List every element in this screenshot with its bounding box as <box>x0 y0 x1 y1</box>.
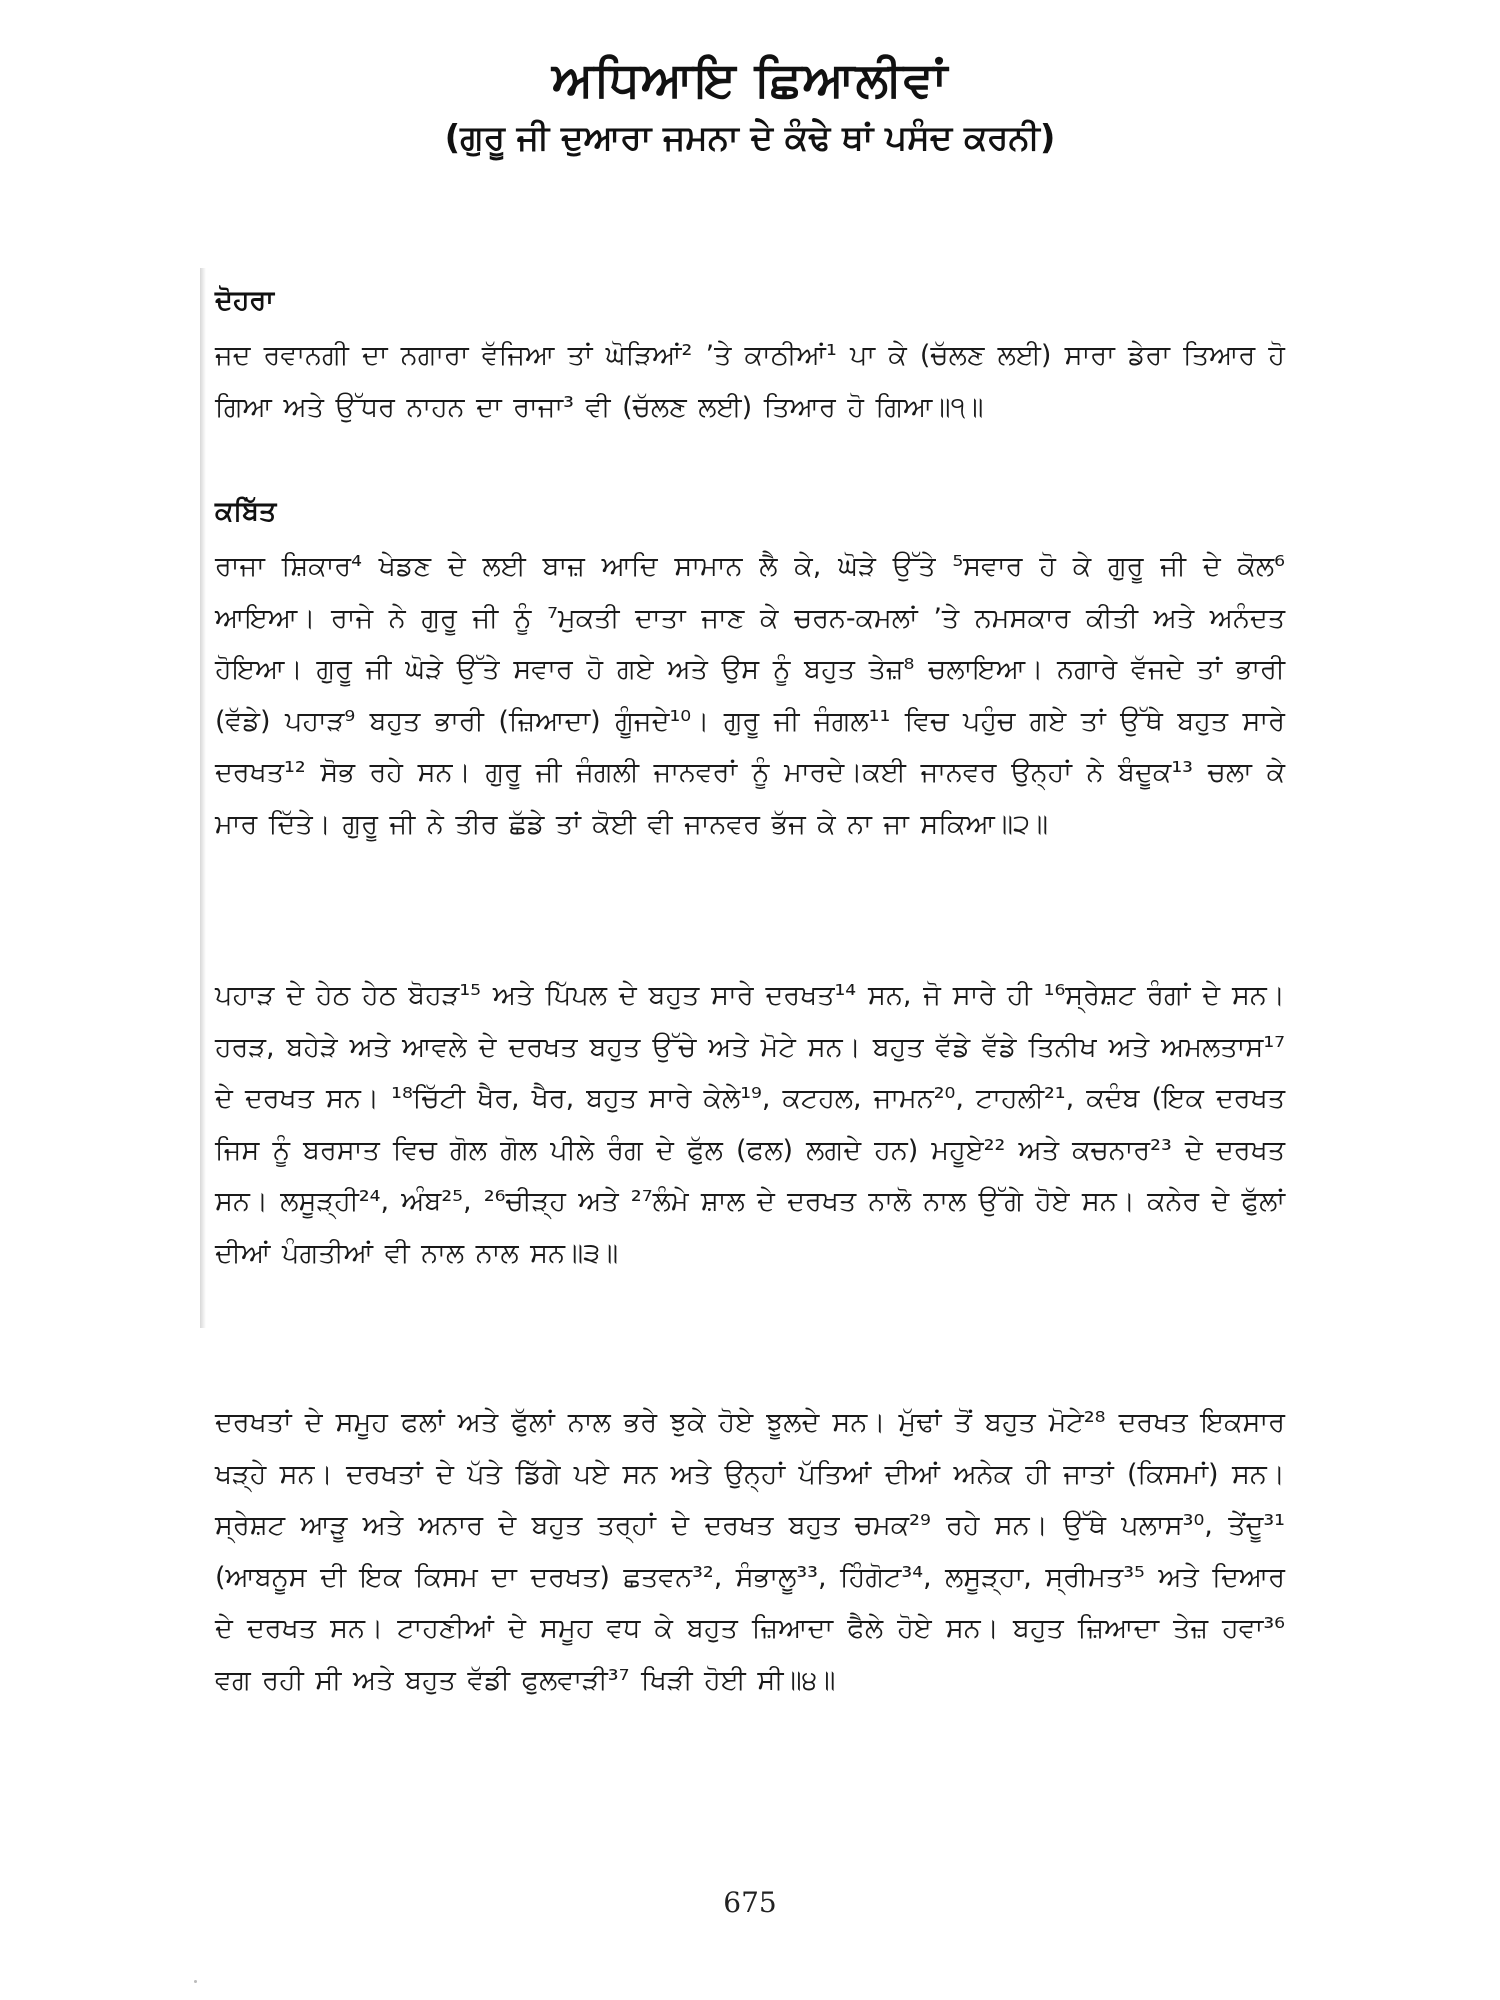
section-heading-kabitt: ਕਬਿੱਤ <box>215 496 277 527</box>
paragraph-verse-3: ਪਹਾੜ ਦੇ ਹੇਠ ਹੇਠ ਬੋਹੜ¹⁵ ਅਤੇ ਪਿੱਪਲ ਦੇ ਬਹੁਤ ਸਾਰੇ ਦਰਖਤ¹⁴ ਸਨ, ਜੋ ਸਾਰੇ ਹੀ ¹⁶ਸ੍ਰੇਸ਼ਟ ਰੰਗਾਂ ਦੇ ਸਨ। ਹਰੜ, ਬਹੇੜੇ ਅਤੇ ਆਵਲੇ ਦੇ ਦਰਖਤ ਬਹੁਤ ਉੱਚੇ ਅਤੇ ਮੋਟੇ ਸਨ। ਬਹੁਤ ਵੱਡੇ ਵੱਡੇ ਤਿਨੀਖ ਅਤੇ ਅਮਲਤਾਸ¹⁷ ਦੇ ਦਰਖਤ ਸਨ। ¹⁸ਚਿੱਟੀ ਖੈਰ, ਖੈਰ, ਬਹੁਤ ਸਾਰੇ ਕੇਲੇ¹⁹, ਕਟਹਲ, ਜਾਮਨ²⁰, ਟਾਹਲੀ²¹, ਕਦੰਬ (ਇਕ ਦਰਖਤ ਜਿਸ ਨੂੰ ਬਰਸਾਤ ਵਿਚ ਗੋਲ ਗੋਲ ਪੀਲੇ ਰੰਗ ਦੇ ਫੁੱਲ (ਫਲ) ਲਗਦੇ ਹਨ) ਮਹੂਏ²² ਅਤੇ ਕਚਨਾਰ²³ ਦੇ ਦਰਖਤ ਸਨ। ਲਸੂੜ੍ਹੀ²⁴, ਅੰਬ²⁵, ²⁶ਚੀੜ੍ਹ ਅਤੇ ²⁷ਲੰਮੇ ਸ਼ਾਲ ਦੇ ਦਰਖਤ ਨਾਲੋ ਨਾਲ ਉੱਗੇ ਹੋਏ ਸਨ। ਕਨੇਰ ਦੇ ਫੁੱਲਾਂ ਦੀਆਂ ਪੰਗਤੀਆਂ ਵੀ ਨਾਲ ਨਾਲ ਸਨ॥੩॥ <box>215 980 1285 1269</box>
scan-margin-shadow <box>200 268 206 1328</box>
chapter-subtitle: (ਗੁਰੂ ਜੀ ਦੁਆਰਾ ਜਮਨਾ ਦੇ ਕੰਢੇ ਥਾਂ ਪਸੰਦ ਕਰਨੀ) <box>444 118 1056 158</box>
chapter-title: ਅਧਿਆਇ ਛਿਆਲੀਵਾਂ <box>551 52 949 108</box>
section-verse-3 <box>215 970 1285 1279</box>
paragraph-kabitt-verse-2: ਰਾਜਾ ਸ਼ਿਕਾਰ⁴ ਖੇਡਣ ਦੇ ਲਈ ਬਾਜ਼ ਆਦਿ ਸਾਮਾਨ ਲੈ ਕੇ, ਘੋੜੇ ਉੱਤੇ ⁵ਸਵਾਰ ਹੋ ਕੇ ਗੁਰੂ ਜੀ ਦੇ ਕੋਲ⁶ ਆਇਆ। ਰਾਜੇ ਨੇ ਗੁਰੂ ਜੀ ਨੂੰ ⁷ਮੁਕਤੀ ਦਾਤਾ ਜਾਣ ਕੇ ਚਰਨ-ਕਮਲਾਂ ’ਤੇ ਨਮਸਕਾਰ ਕੀਤੀ ਅਤੇ ਅਨੰਦਤ ਹੋਇਆ। ਗੁਰੂ ਜੀ ਘੋੜੇ ਉੱਤੇ ਸਵਾਰ ਹੋ ਗਏ ਅਤੇ ਉਸ ਨੂੰ ਬਹੁਤ ਤੇਜ਼⁸ ਚਲਾਇਆ। ਨਗਾਰੇ ਵੱਜਦੇ ਤਾਂ ਭਾਰੀ (ਵੱਡੇ) ਪਹਾੜ⁹ ਬਹੁਤ ਭਾਰੀ (ਜ਼ਿਆਦਾ) ਗੂੰਜਦੇ¹⁰। ਗੁਰੂ ਜੀ ਜੰਗਲ¹¹ ਵਿਚ ਪਹੁੰਚ ਗਏ ਤਾਂ ਉੱਥੇ ਬਹੁਤ ਸਾਰੇ ਦਰਖਤ¹² ਸੋਭ ਰਹੇ ਸਨ। ਗੁਰੂ ਜੀ ਜੰਗਲੀ ਜਾਨਵਰਾਂ ਨੂੰ ਮਾਰਦੇ।ਕਈ ਜਾਨਵਰ ਉਨ੍ਹਾਂ ਨੇ ਬੰਦੂਕ¹³ ਚਲਾ ਕੇ ਮਾਰ ਦਿੱਤੇ। ਗੁਰੂ ਜੀ ਨੇ ਤੀਰ ਛੱਡੇ ਤਾਂ ਕੋਈ ਵੀ ਜਾਨਵਰ ਭੱਜ ਕੇ ਨਾ ਜਾ ਸਕਿਆ॥੨॥ <box>215 551 1285 840</box>
section-kabitt <box>215 495 1285 850</box>
page-number: 675 <box>723 1886 777 1919</box>
scan-artifact-dot <box>194 1980 197 1983</box>
section-heading-dohra: ਦੋਹਰਾ <box>215 285 274 316</box>
section-dohra <box>215 284 1285 433</box>
paragraph-verse-4: ਦਰਖਤਾਂ ਦੇ ਸਮੂਹ ਫਲਾਂ ਅਤੇ ਫੁੱਲਾਂ ਨਾਲ ਭਰੇ ਝੁਕੇ ਹੋਏ ਝੂਲਦੇ ਸਨ। ਮੁੱਢਾਂ ਤੋਂ ਬਹੁਤ ਮੋਟੇ²⁸ ਦਰਖਤ ਇਕਸਾਰ ਖੜ੍ਹੇ ਸਨ। ਦਰਖਤਾਂ ਦੇ ਪੱਤੇ ਡਿੱਗੇ ਪਏ ਸਨ ਅਤੇ ਉਨ੍ਹਾਂ ਪੱਤਿਆਂ ਦੀਆਂ ਅਨੇਕ ਹੀ ਜਾਤਾਂ (ਕਿਸਮਾਂ) ਸਨ। ਸ੍ਰੇਸ਼ਟ ਆੜੂ ਅਤੇ ਅਨਾਰ ਦੇ ਬਹੁਤ ਤਰ੍ਹਾਂ ਦੇ ਦਰਖਤ ਬਹੁਤ ਚਮਕ²⁹ ਰਹੇ ਸਨ। ਉੱਥੇ ਪਲਾਸ³⁰, ਤੇਂਦੂ³¹ (ਆਬਨੂਸ ਦੀ ਇਕ ਕਿਸਮ ਦਾ ਦਰਖਤ) ਛਤਵਨ³², ਸੰਭਾਲੂ³³, ਹਿੰਗੋਟ³⁴, ਲਸੂੜ੍ਹਾ, ਸ੍ਰੀਮਤ³⁵ ਅਤੇ ਦਿਆਰ ਦੇ ਦਰਖਤ ਸਨ। ਟਾਹਣੀਆਂ ਦੇ ਸਮੂਹ ਵਧ ਕੇ ਬਹੁਤ ਜ਼ਿਆਦਾ ਫੈਲੇ ਹੋਏ ਸਨ। ਬਹੁਤ ਜ਼ਿਆਦਾ ਤੇਜ਼ ਹਵਾ³⁶ ਵਗ ਰਹੀ ਸੀ ਅਤੇ ਬਹੁਤ ਵੱਡੀ ਫੁਲਵਾੜੀ³⁷ ਖਿੜੀ ਹੋਈ ਸੀ॥੪॥ <box>215 1407 1285 1696</box>
paragraph-dohra: ਜਦ ਰਵਾਨਗੀ ਦਾ ਨਗਾਰਾ ਵੱਜਿਆ ਤਾਂ ਘੋੜਿਆਂ² ’ਤੇ ਕਾਠੀਆਂ¹ ਪਾ ਕੇ (ਚੱਲਣ ਲਈ) ਸਾਰਾ ਡੇਰਾ ਤਿਆਰ ਹੋ ਗਿਆ ਅਤੇ ਉੱਧਰ ਨਾਹਨ ਦਾ ਰਾਜਾ³ ਵੀ (ਚੱਲਣ ਲਈ) ਤਿਆਰ ਹੋ ਗਿਆ॥੧॥ <box>215 340 1285 423</box>
section-verse-4 <box>215 1397 1285 1706</box>
